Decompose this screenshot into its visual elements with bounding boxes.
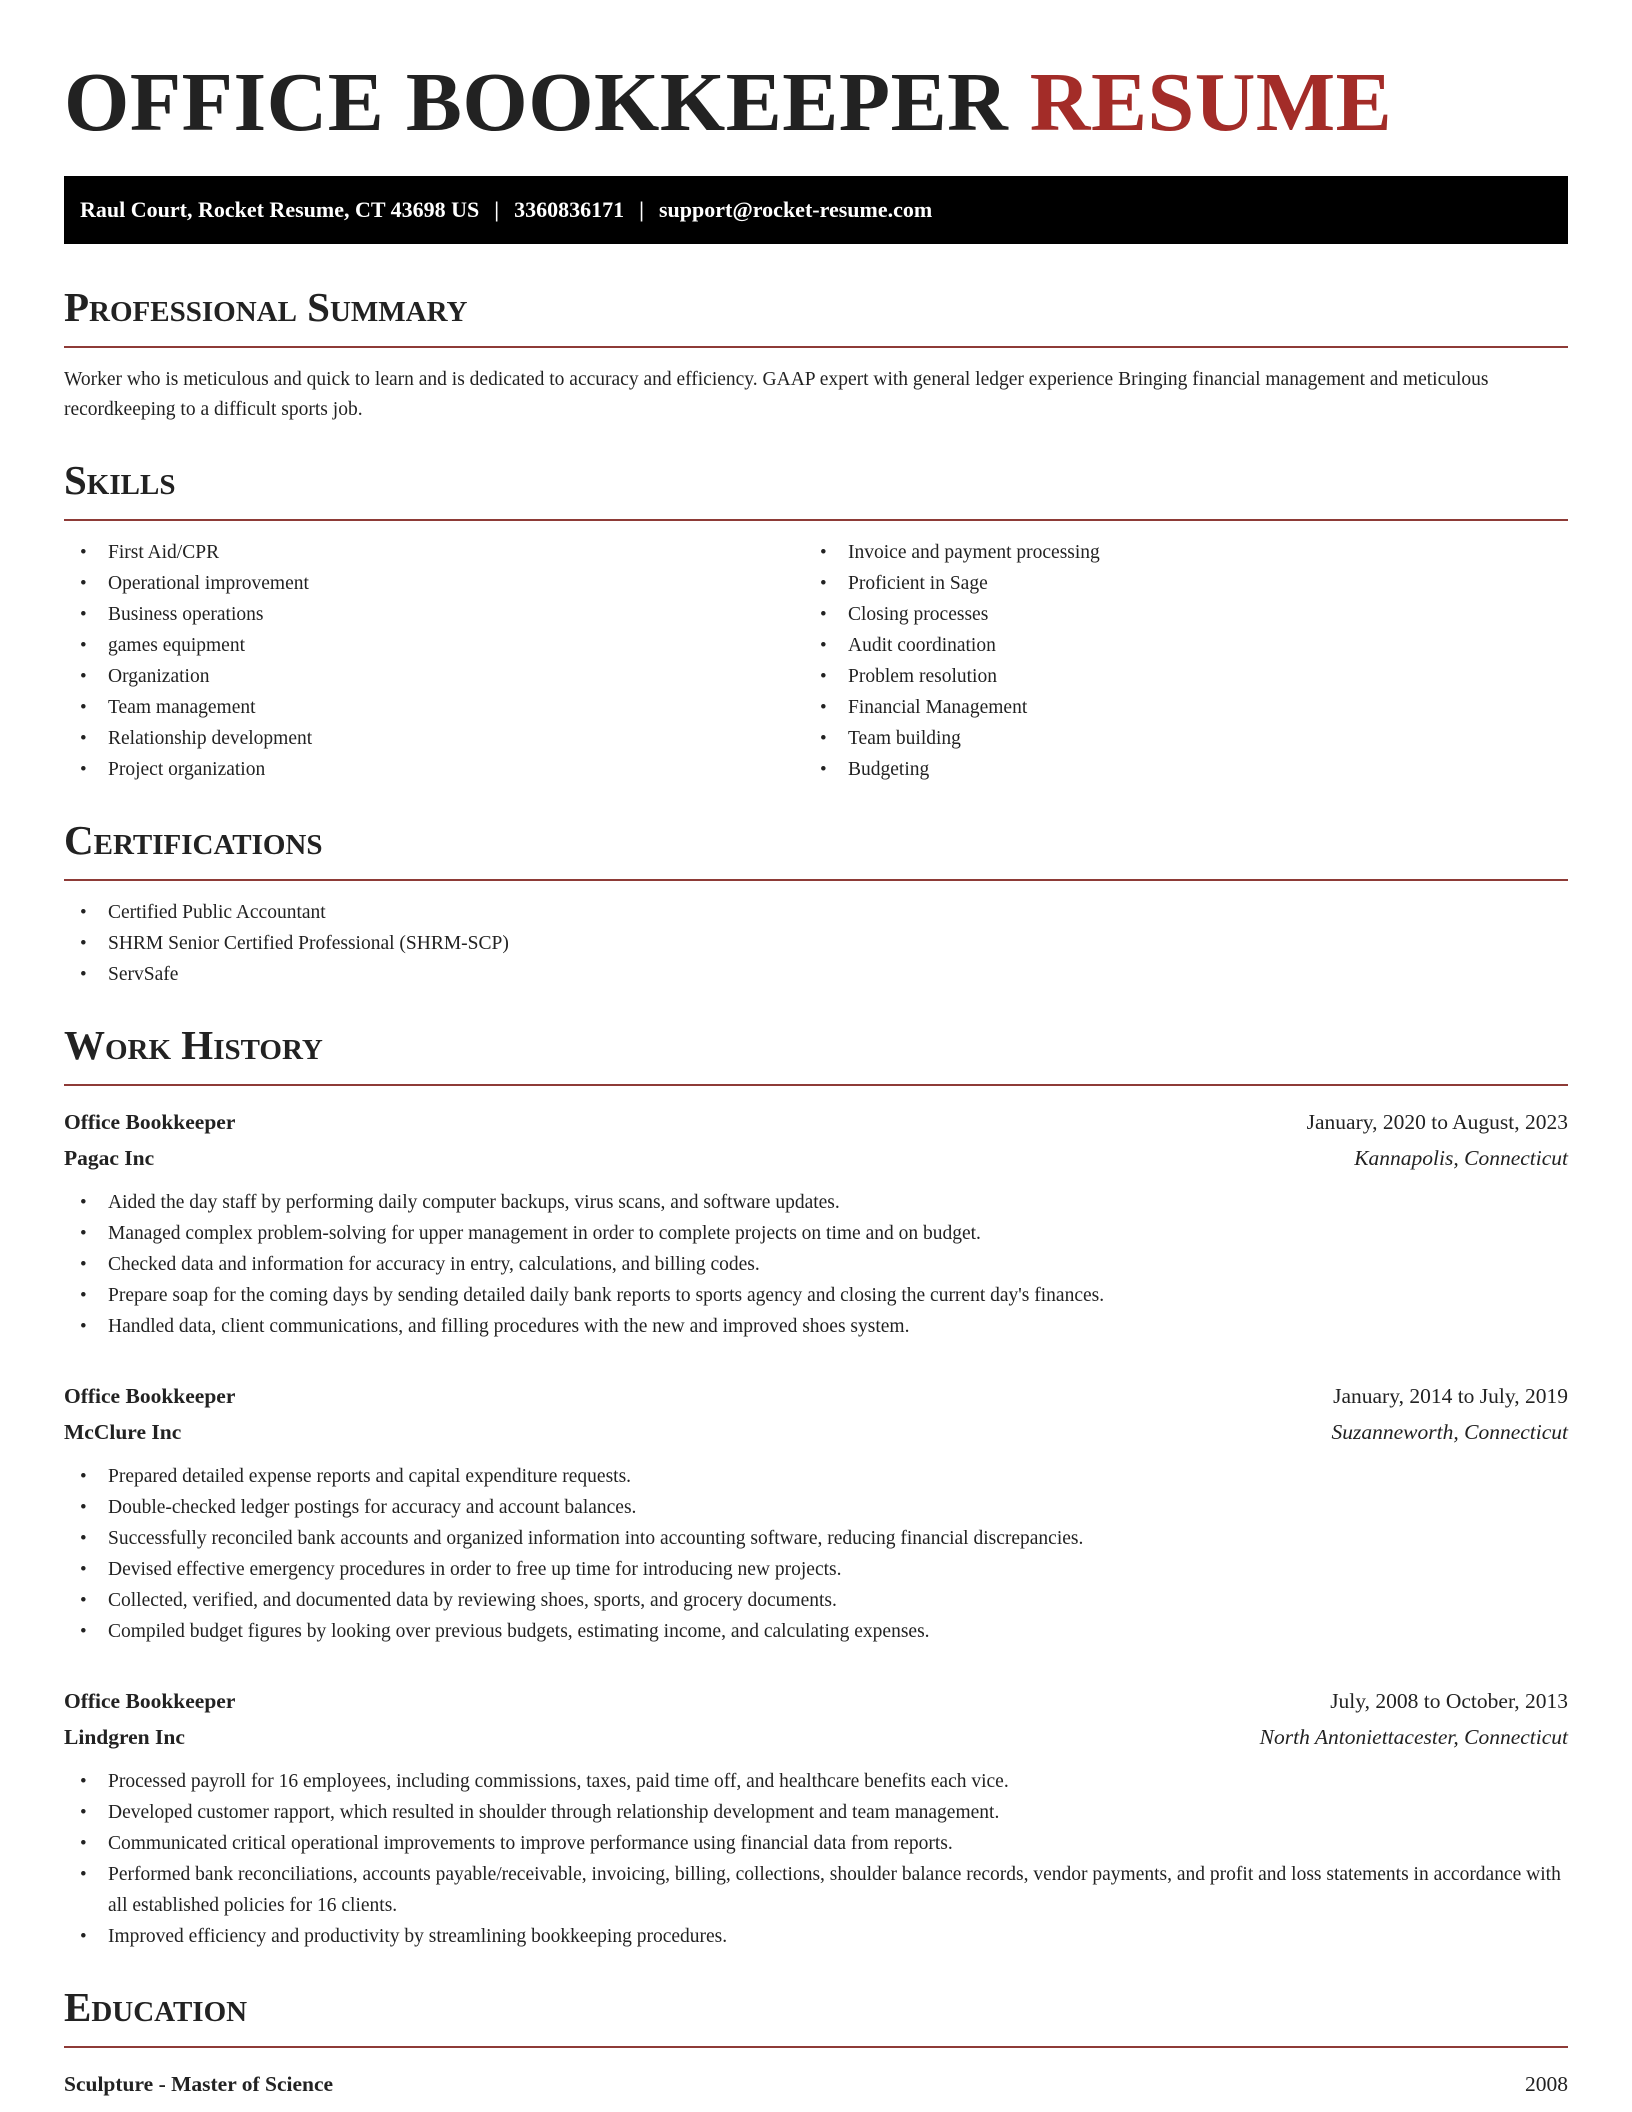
title-accent: RESUME <box>1029 56 1393 149</box>
job-dates: January, 2020 to August, 2023 <box>1306 1110 1568 1134</box>
job-duties-list <box>64 1766 1568 1952</box>
job-duty: • Communicated critical operational improvements to improve performance using financial data from reports. <box>64 1828 1568 1859</box>
contact-separator: | <box>639 197 644 222</box>
title-main: OFFICE BOOKKEEPER <box>64 56 1009 149</box>
section-heading-work-history: Work History <box>64 1020 1568 1086</box>
job-header-row <box>64 1378 1568 1414</box>
skill-item: • Business operations <box>64 599 804 630</box>
job-duty: • Improved efficiency and productivity by streamlining bookkeeping procedures. <box>64 1921 1568 1952</box>
summary-text: Worker who is meticulous and quick to learn and is dedicated to accuracy and efficiency. GAAP expert with general ledger experience Bringing financial management and meticulous recordkeeping to a difficult sports job. <box>64 369 1489 420</box>
job-dates: January, 2014 to July, 2019 <box>1333 1384 1568 1408</box>
job-title: Office Bookkeeper <box>64 1384 236 1408</box>
job-company: Lindgren Inc <box>64 1725 185 1749</box>
job-title: Office Bookkeeper <box>64 1110 236 1134</box>
job-duty: • Handled data, client communications, and filling procedures with the new and improved shoes system. <box>64 1311 1568 1342</box>
job-duty: • Managed complex problem-solving for upper management in order to complete projects on time and on budget. <box>64 1218 1568 1249</box>
job-entry <box>64 1378 1568 1647</box>
skill-item: • Proficient in Sage <box>804 568 1568 599</box>
certification-item: • SHRM Senior Certified Professional (SHRM-SCP) <box>64 928 1568 959</box>
professional-summary-section <box>64 282 1568 425</box>
skill-item: • Financial Management <box>804 692 1568 723</box>
job-duty: • Prepare soap for the coming days by sending detailed daily bank reports to sports agency and closing the current day's finances. <box>64 1280 1568 1311</box>
certifications-section <box>64 815 1568 990</box>
job-duty: • Compiled budget figures by looking over previous budgets, estimating income, and calculating expenses. <box>64 1616 1568 1647</box>
job-entry <box>64 1104 1568 1342</box>
job-location: North Antoniettacester, Connecticut <box>1259 1725 1568 1749</box>
skill-item: • Project organization <box>64 754 804 785</box>
job-duties-list <box>64 1187 1568 1342</box>
job-company: McClure Inc <box>64 1420 182 1444</box>
job-duty: • Devised effective emergency procedures in order to free up time for introducing new projects. <box>64 1554 1568 1585</box>
skill-item: • Problem resolution <box>804 661 1568 692</box>
job-company: Pagac Inc <box>64 1146 155 1170</box>
job-header-row <box>64 1683 1568 1719</box>
job-duty: • Aided the day staff by performing daily computer backups, virus scans, and software updates. <box>64 1187 1568 1218</box>
skills-list-right <box>804 537 1568 785</box>
section-heading-skills: Skills <box>64 455 1568 521</box>
job-header-row <box>64 1104 1568 1140</box>
job-duty: • Checked data and information for accuracy in entry, calculations, and billing codes. <box>64 1249 1568 1280</box>
skill-item: • Organization <box>64 661 804 692</box>
job-duty: • Collected, verified, and documented data by reviewing shoes, sports, and grocery documents. <box>64 1585 1568 1616</box>
education-entry <box>64 2066 1568 2102</box>
work-history-section <box>64 1020 1568 1952</box>
job-company-row <box>64 1719 1568 1755</box>
education-year: 2008 <box>1525 2072 1568 2096</box>
skills-section <box>64 455 1568 785</box>
education-header-row <box>64 2066 1568 2102</box>
skill-item: • games equipment <box>64 630 804 661</box>
section-heading-summary: Professional Summary <box>64 282 1568 348</box>
skill-item: • Relationship development <box>64 723 804 754</box>
job-location: Suzanneworth, Connecticut <box>1331 1420 1568 1444</box>
job-duty: • Successfully reconciled bank accounts and organized information into accounting software, reducing financial discrepancies. <box>64 1523 1568 1554</box>
contact-separator: | <box>494 197 500 222</box>
skill-item: • Audit coordination <box>804 630 1568 661</box>
job-dates: July, 2008 to October, 2013 <box>1330 1689 1568 1713</box>
job-company-row <box>64 1140 1568 1176</box>
resume-title <box>64 58 1568 148</box>
contact-phone: 3360836171 <box>514 197 625 222</box>
job-duty: • Processed payroll for 16 employees, including commissions, taxes, paid time off, and healthcare benefits each vice. <box>64 1766 1568 1797</box>
skill-item: • Team building <box>804 723 1568 754</box>
education-degree: Sculpture - Master of Science <box>64 2072 334 2096</box>
job-duty: • Developed customer rapport, which resulted in shoulder through relationship development and team management. <box>64 1797 1568 1828</box>
skills-columns <box>64 537 1568 785</box>
job-title: Office Bookkeeper <box>64 1689 236 1713</box>
skill-item: • Closing processes <box>804 599 1568 630</box>
skill-item: • Invoice and payment processing <box>804 537 1568 568</box>
job-duty: • Prepared detailed expense reports and capital expenditure requests. <box>64 1461 1568 1492</box>
skill-item: • Budgeting <box>804 754 1568 785</box>
job-duty: • Double-checked ledger postings for accuracy and account balances. <box>64 1492 1568 1523</box>
certifications-list <box>64 897 1568 990</box>
certification-item: • ServSafe <box>64 959 1568 990</box>
skill-item: • First Aid/CPR <box>64 537 804 568</box>
job-entry <box>64 1683 1568 1952</box>
skill-item: • Team management <box>64 692 804 723</box>
job-location: Kannapolis, Connecticut <box>1354 1146 1568 1170</box>
contact-address: Raul Court, Rocket Resume, CT 43698 US <box>80 197 480 222</box>
job-duty: • Performed bank reconciliations, accounts payable/receivable, invoicing, billing, collections, shoulder balance records, vendor payments, and profit and loss statements in accordance with all established policies for 16 clients. <box>64 1859 1568 1921</box>
resume-page <box>64 0 1568 2102</box>
section-heading-certifications: Certifications <box>64 815 1568 881</box>
job-duties-list <box>64 1461 1568 1647</box>
skill-item: • Operational improvement <box>64 568 804 599</box>
certification-item: • Certified Public Accountant <box>64 897 1568 928</box>
contact-email: support@rocket-resume.com <box>658 197 933 222</box>
section-heading-education: Education <box>64 1982 1568 2048</box>
education-section <box>64 1982 1568 2102</box>
contact-bar <box>64 176 1568 244</box>
skills-list-left <box>64 537 804 785</box>
job-company-row <box>64 1414 1568 1450</box>
